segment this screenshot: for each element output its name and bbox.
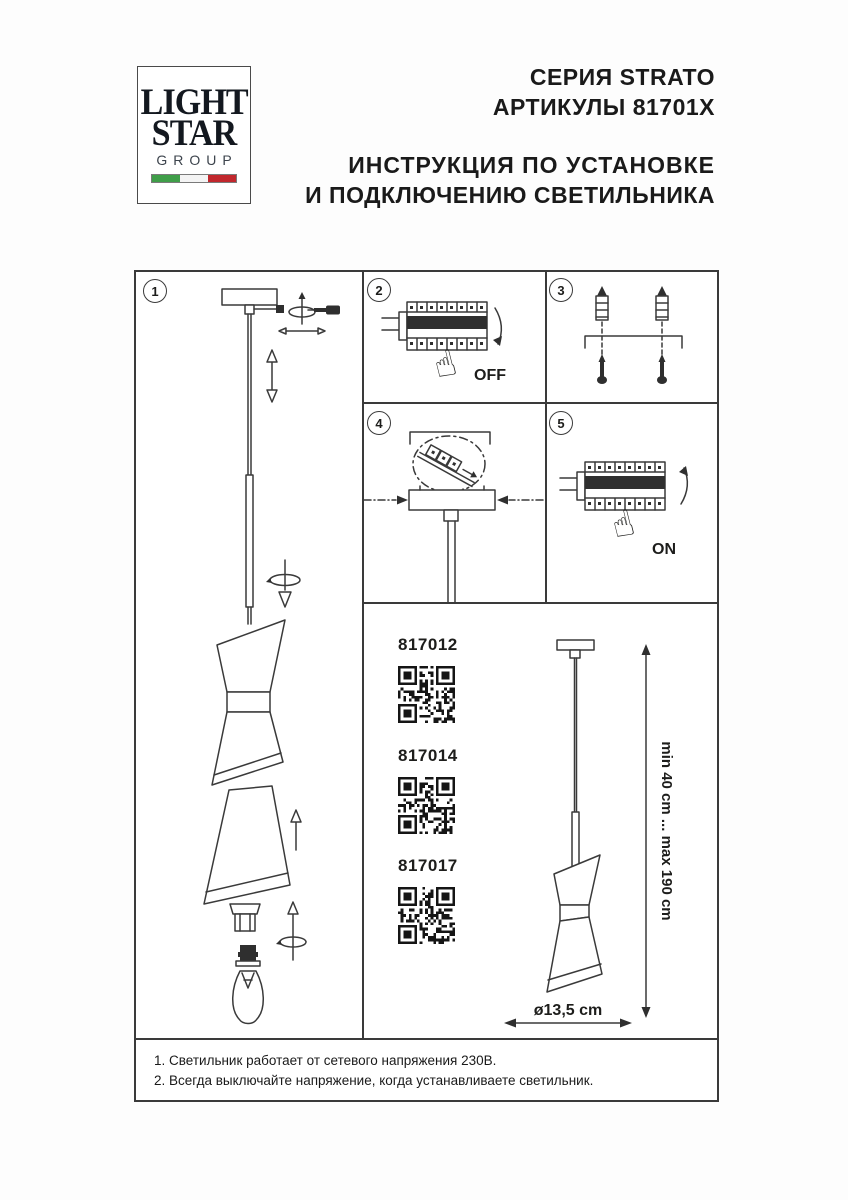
italian-flag-bar (151, 174, 237, 183)
pendant-dimensions-diagram (462, 622, 702, 1038)
step-4-canopy-mounting-diagram (362, 402, 545, 602)
flag-red (208, 175, 236, 182)
step-5-breaker-on-diagram (545, 402, 717, 602)
instruction-title-line2: И ПОДКЛЮЧЕНИЮ СВЕТИЛЬНИКА (305, 182, 715, 208)
circuit-breaker-drawing (382, 302, 487, 350)
logo-word-star: STAR (151, 113, 237, 154)
hourglass-shade-drawing (212, 620, 285, 785)
logo-word-light: LIGHT (140, 82, 248, 123)
product-item (398, 635, 458, 723)
pointing-hand-icon: ☝ (429, 341, 461, 387)
diameter-dimension (504, 1002, 632, 1028)
instruction-title-line1: ИНСТРУКЦИЯ ПО УСТАНОВКЕ (348, 152, 715, 178)
step-3-mounting-hardware-diagram (545, 272, 717, 402)
note-line: 2. Всегда выключайте напряжение, когда устанавливаете светильник. (154, 1073, 594, 1088)
product-item (398, 856, 458, 944)
height-adjust-arrow-icon (267, 350, 277, 402)
product-variants-panel (362, 602, 717, 1038)
mounting-bracket-drawing (585, 336, 682, 348)
height-range-label: min 40 cm ... max 190 cm (658, 741, 675, 921)
rotate-up-arrow-icon (276, 902, 306, 960)
canopy-drawing (409, 486, 495, 602)
pointing-hand-icon: ☝ (607, 501, 639, 547)
logo-word-group: GROUP (156, 152, 238, 168)
rotate-down-arrow-icon (266, 560, 300, 607)
document-header (305, 62, 715, 210)
off-label: OFF (474, 367, 506, 384)
cone-shade-drawing (204, 786, 290, 904)
step-3-badge: 3 (549, 278, 573, 302)
lightstar-logo (137, 66, 251, 204)
switch-up-arrow-icon (679, 466, 688, 504)
article-number: 817012 (398, 635, 458, 654)
product-item (398, 746, 458, 834)
wall-plug-icons (596, 286, 668, 320)
on-label: ON (652, 541, 676, 558)
step-4-badge: 4 (367, 411, 391, 435)
step-1-assembly-diagram (136, 272, 362, 1038)
terminal-block-detail (418, 442, 480, 486)
instruction-grid (134, 270, 719, 1102)
up-arrow-icon (291, 810, 301, 850)
article-number: 817014 (398, 746, 458, 765)
bracket-drawing (410, 432, 490, 444)
qr-code (398, 777, 455, 834)
pendant-lamp-drawing (547, 640, 602, 992)
step-5-badge: 5 (549, 411, 573, 435)
circuit-breaker-drawing (560, 462, 665, 510)
qr-code (398, 666, 455, 723)
diameter-label: ø13,5 cm (533, 1002, 603, 1019)
bulb-drawing (233, 945, 264, 1024)
height-dimension (642, 644, 676, 1018)
articles-title: АРТИКУЛЫ 81701X (492, 94, 715, 120)
note-line: 1. Светильник работает от сетевого напряжения 230В. (154, 1053, 497, 1068)
safety-notes (136, 1038, 717, 1100)
socket-drawing (230, 904, 260, 931)
step-1-badge: 1 (143, 279, 167, 303)
step-2-badge: 2 (367, 278, 391, 302)
switch-down-arrow-icon (493, 308, 502, 346)
flag-green (152, 175, 180, 182)
screwdriver-icon (279, 292, 340, 334)
screw-icons (597, 354, 667, 384)
qr-code (398, 887, 455, 944)
flag-white (180, 175, 208, 182)
series-title: СЕРИЯ STRATO (529, 64, 715, 90)
step-2-breaker-off-diagram (362, 272, 545, 402)
article-number: 817017 (398, 856, 458, 875)
